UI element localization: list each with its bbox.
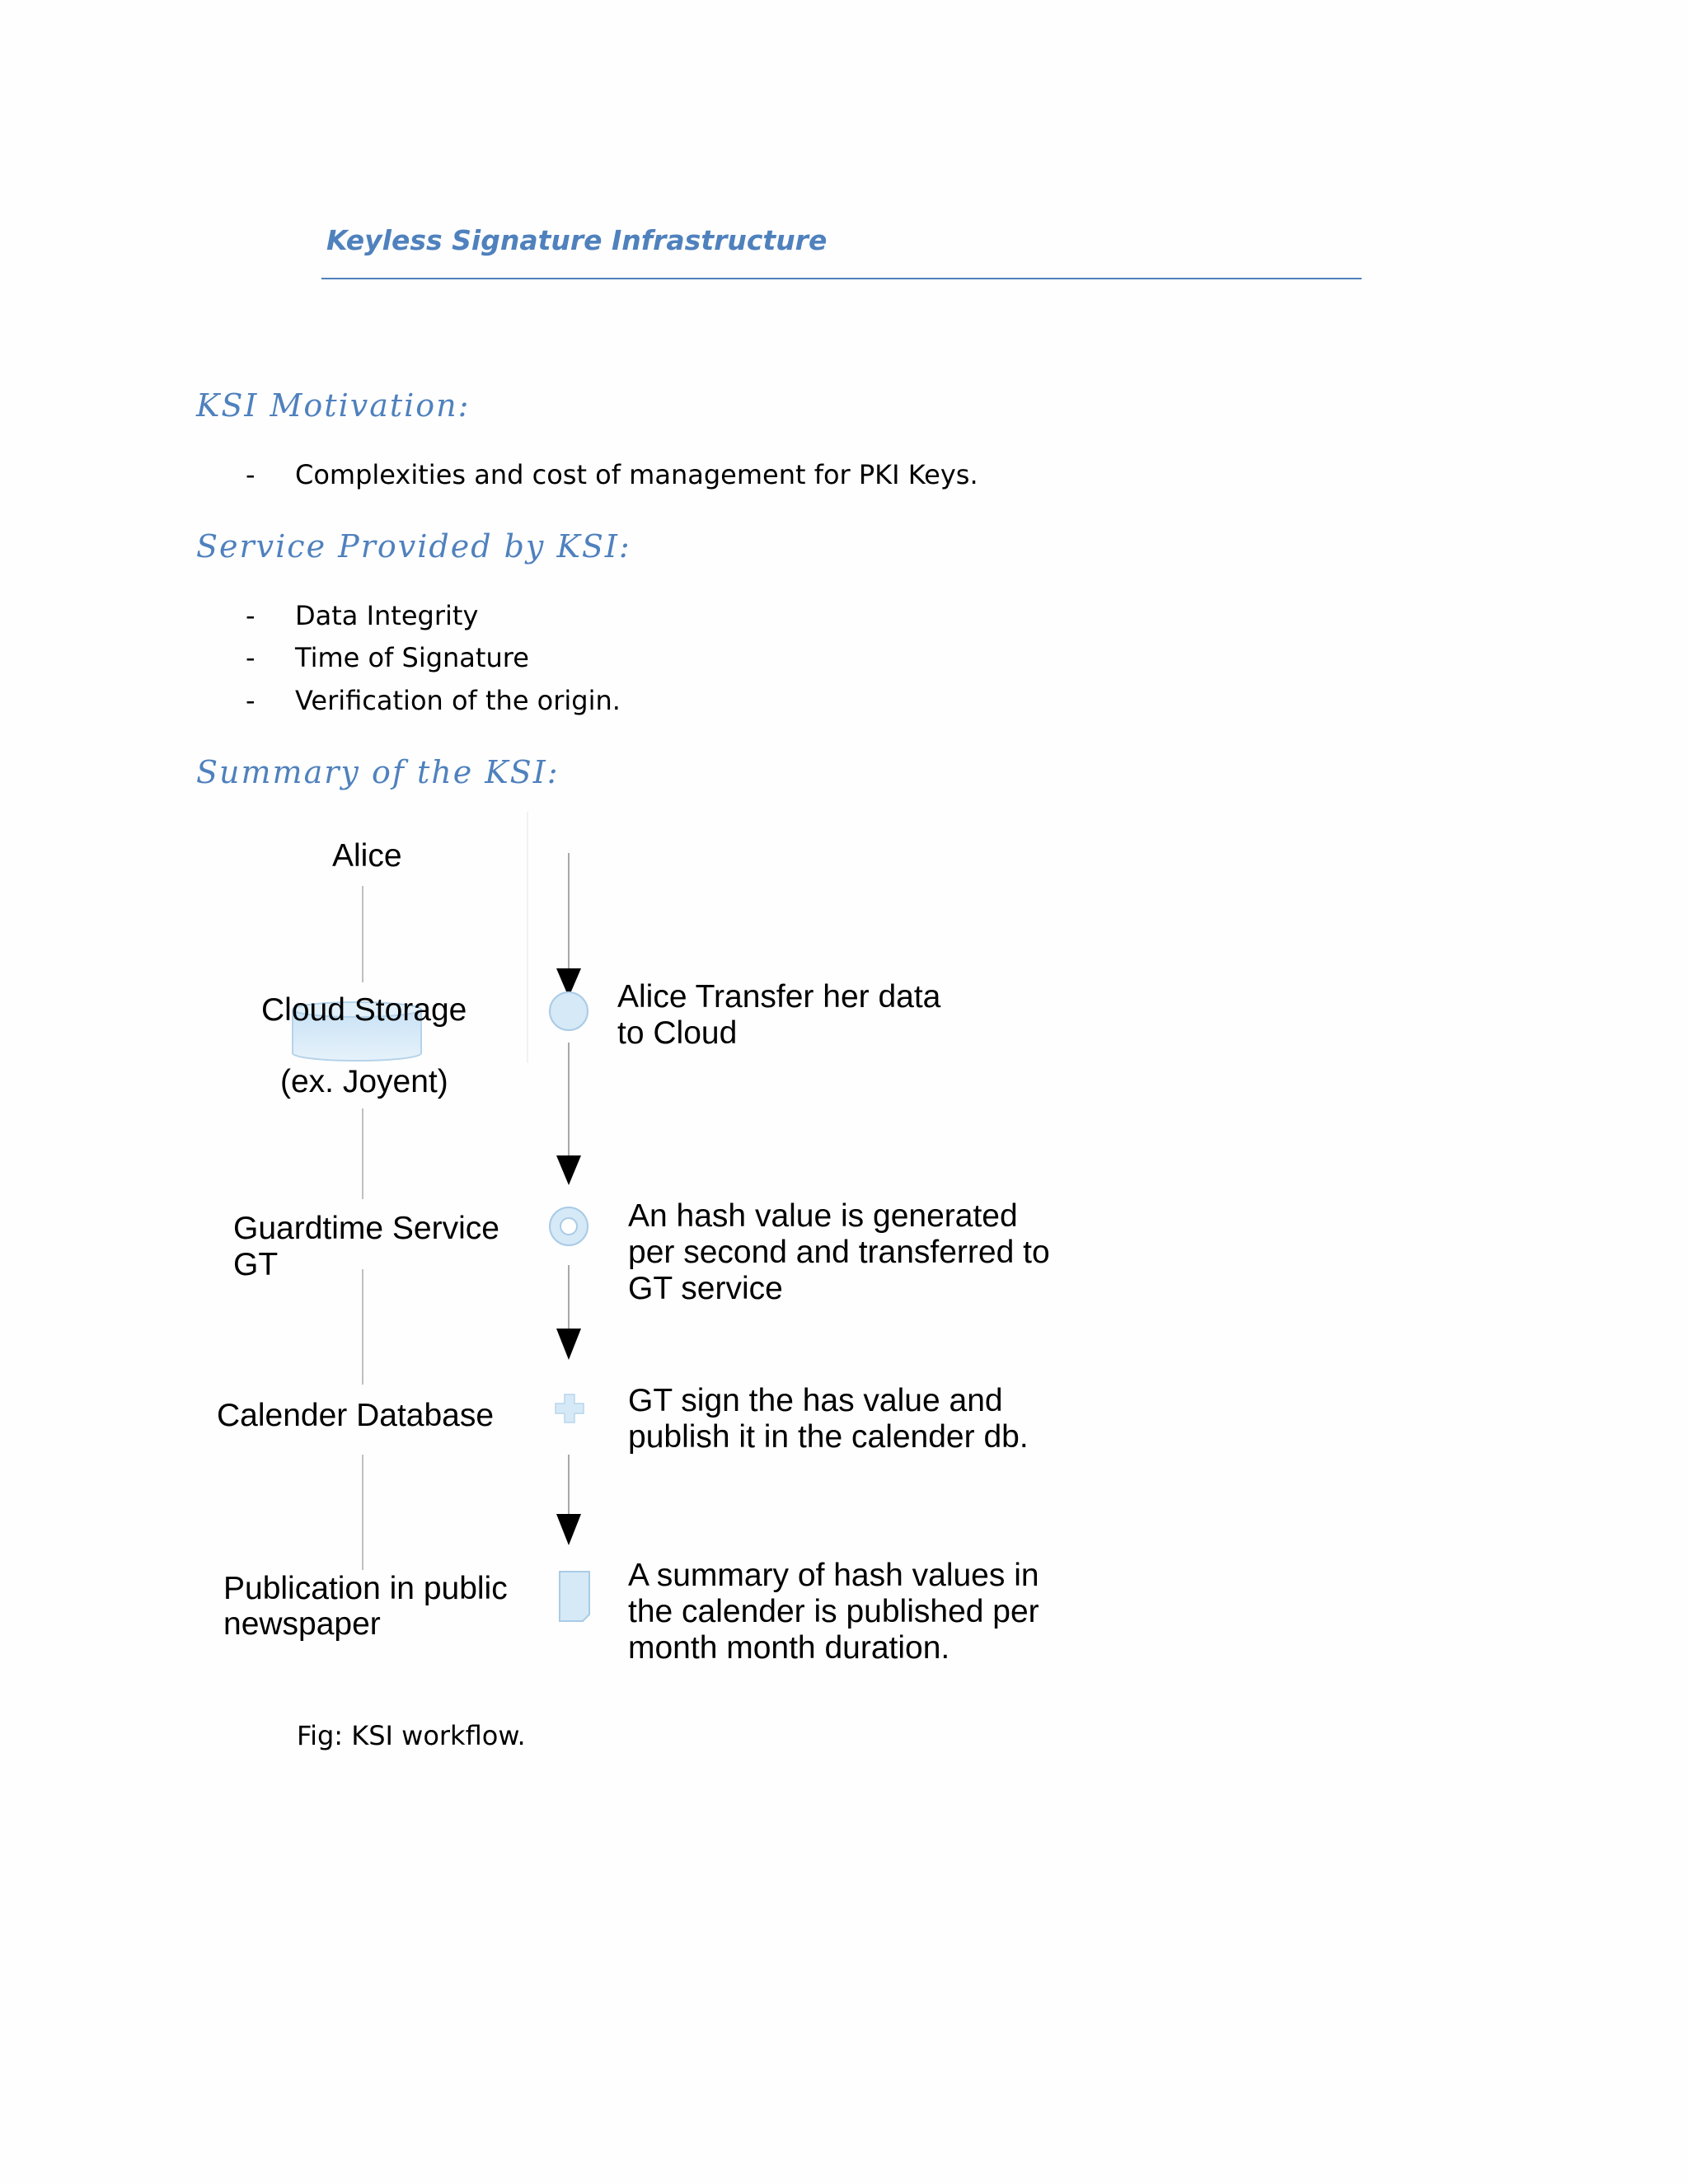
actor-guardtime: Guardtime Service [233,1211,499,1246]
actor-publication-line2: newspaper [223,1606,381,1642]
step-2-line-1: An hash value is generated [628,1198,1018,1234]
bullet-item: Time of Signature [295,642,529,673]
ring-icon [550,1207,588,1245]
actor-cloud-storage: Cloud Storage [261,992,467,1028]
bullet-marker: - [246,600,256,631]
bullet-item: Data Integrity [295,600,479,631]
step-4-line-2: the calender is published per [628,1594,1039,1629]
actor-guardtime-abbr: GT [233,1247,279,1282]
running-header: Keyless Signature Infrastructure [326,224,828,256]
circle-icon [550,992,588,1030]
figure-caption: Fig: KSI workflow. [297,1720,526,1751]
section-heading-summary: Summary of the KSI: [196,754,560,790]
step-4-line-3: month month duration. [628,1630,950,1666]
section-heading-motivation: KSI Motivation: [196,387,471,424]
bullet-item: Complexities and cost of management for PKI Keys. [295,459,978,490]
flow-arrow [556,1329,581,1360]
document-icon [560,1572,589,1621]
step-2-line-2: per second and transferred to [628,1235,1050,1270]
step-4-line-1: A summary of hash values in [628,1558,1039,1593]
step-1-line-1: Alice Transfer her data [617,979,941,1015]
bullet-marker: - [246,459,256,490]
cross-icon [556,1394,584,1422]
bullet-marker: - [246,685,256,716]
bullet-marker: - [246,642,256,673]
step-2-line-3: GT service [628,1271,783,1306]
flow-arrow [556,1155,581,1185]
bullet-item: Verification of the origin. [295,685,621,716]
flow-arrow [556,1514,581,1545]
actor-calender-database: Calender Database [217,1398,495,1433]
actor-cloud-example: (ex. Joyent) [280,1064,448,1099]
step-1-line-2: to Cloud [617,1015,738,1051]
section-heading-service: Service Provided by KSI: [196,528,631,565]
actor-alice: Alice [332,838,402,874]
step-3-line-1: GT sign the has value and [628,1383,1003,1418]
step-3-line-2: publish it in the calender db. [628,1419,1029,1455]
actor-publication: Publication in public [223,1571,508,1606]
